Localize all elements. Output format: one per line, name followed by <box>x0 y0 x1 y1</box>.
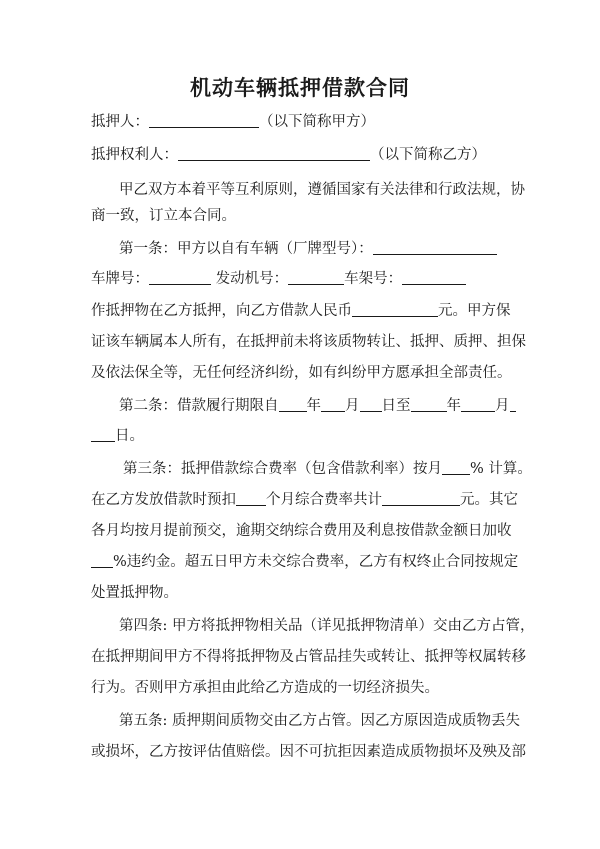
monthly-rate-suffix: % 计算。 <box>470 461 532 477</box>
frame-blank[interactable] <box>402 270 466 285</box>
total-rate-blank[interactable] <box>382 491 460 506</box>
article-3-heading: 第三条：抵押借款综合费率（包含借款利率）按月 <box>123 461 442 477</box>
month-label-2: 月 <box>495 398 510 414</box>
mortgagor-line <box>91 113 531 131</box>
mortgagee-line <box>91 146 531 164</box>
loan-amount-blank[interactable] <box>352 302 438 317</box>
article-1-line-3 <box>91 302 531 320</box>
monthly-rate-blank[interactable] <box>442 460 470 475</box>
plate-blank[interactable] <box>149 270 211 285</box>
prededuct-months-blank[interactable] <box>236 491 266 506</box>
end-trailing-blank[interactable] <box>510 397 516 412</box>
article-4-line-1: 第四条: 甲方将抵押物相关品（详见抵押物清单）交由乙方占管， <box>119 618 535 634</box>
start-year-blank[interactable] <box>279 397 307 412</box>
article-1-line-4: 证该车辆属本人所有，在抵押前未将该质物转让、抵押、质押、担保 <box>91 334 526 350</box>
article-1-line-5: 及依法保全等，无任何经济纠纷，如有纠纷甲方愿承担全部责任。 <box>91 365 512 381</box>
article-1-heading: 第一条：甲方以自有车辆（厂牌型号）： <box>119 241 373 257</box>
article-3-line-3: 各月均按月提前预交，逾期交纳综合费用及利息按借款金额日加收 <box>91 523 512 539</box>
penalty-text: %违约金。超五日甲方未交综合费率，乙方有权终止合同按规定 <box>113 554 519 570</box>
article-3-line-4 <box>91 553 531 571</box>
plate-label: 车牌号： <box>91 271 149 287</box>
end-month-blank[interactable] <box>461 397 495 412</box>
article-5-line-2: 或损坏，乙方按评估值赔偿。因不可抗拒因素造成质物损坏及殃及部 <box>91 744 526 760</box>
month-label-1: 月 <box>345 398 360 414</box>
mortgagor-suffix: （以下简称甲方） <box>259 114 375 130</box>
vehicle-model-blank[interactable] <box>373 240 497 255</box>
year-label-1: 年 <box>306 398 321 414</box>
total-rate-text: 个月综合费率共计 <box>266 492 382 508</box>
article-2-line-1 <box>119 397 559 415</box>
start-day-blank[interactable] <box>360 397 382 412</box>
end-day-blank[interactable] <box>91 427 115 442</box>
article-3-line-1 <box>123 460 563 478</box>
mortgagee-suffix: （以下简称乙方） <box>370 147 486 163</box>
end-year-blank[interactable] <box>411 397 447 412</box>
loan-amount-text: 作抵押物在乙方抵押，向乙方借款人民币 <box>91 303 352 319</box>
mortgagor-name-blank[interactable] <box>149 113 259 128</box>
penalty-rate-blank[interactable] <box>91 553 113 568</box>
contract-title: 机动车辆抵押借款合同 <box>190 76 410 100</box>
frame-label: 车架号： <box>344 271 403 287</box>
intro-line-1: 甲乙双方本着平等互利原则，遵循国家有关法律和行政法规，协 <box>119 182 525 198</box>
engine-label: 发动机号： <box>215 271 289 287</box>
intro-line-2: 商一致，订立本合同。 <box>91 208 236 224</box>
article-3-line-2 <box>91 491 531 509</box>
total-rate-suffix: 元。其它 <box>460 492 518 508</box>
article-5-line-1: 第五条: 质押期间质物交由乙方占管。因乙方原因造成质物丢失 <box>119 713 520 729</box>
loan-amount-suffix: 元。甲方保 <box>438 303 511 319</box>
article-4-line-2: 在抵押期间甲方不得将抵押物及占管品挂失或转让、抵押等权属转移 <box>91 649 526 665</box>
mortgagor-label: 抵押人： <box>91 114 149 130</box>
day-label-1: 日至 <box>381 398 411 414</box>
engine-blank[interactable] <box>288 270 344 285</box>
article-4-line-3: 行为。否则甲方承担由此给乙方造成的一切经济损失。 <box>91 680 439 696</box>
day-label-2: 日。 <box>115 428 144 444</box>
article-1-line-2 <box>91 270 531 288</box>
year-label-2: 年 <box>446 398 461 414</box>
mortgagee-label: 抵押权利人： <box>91 147 178 163</box>
article-2-line-2 <box>91 427 531 445</box>
prededuct-text: 在乙方发放借款时预扣 <box>91 492 236 508</box>
start-month-blank[interactable] <box>321 397 345 412</box>
article-3-line-5: 处置抵押物。 <box>91 585 178 601</box>
article-2-heading: 第二条：借款履行期限自 <box>119 398 279 414</box>
article-1-line-1 <box>119 240 559 258</box>
mortgagee-name-blank[interactable] <box>178 146 370 161</box>
